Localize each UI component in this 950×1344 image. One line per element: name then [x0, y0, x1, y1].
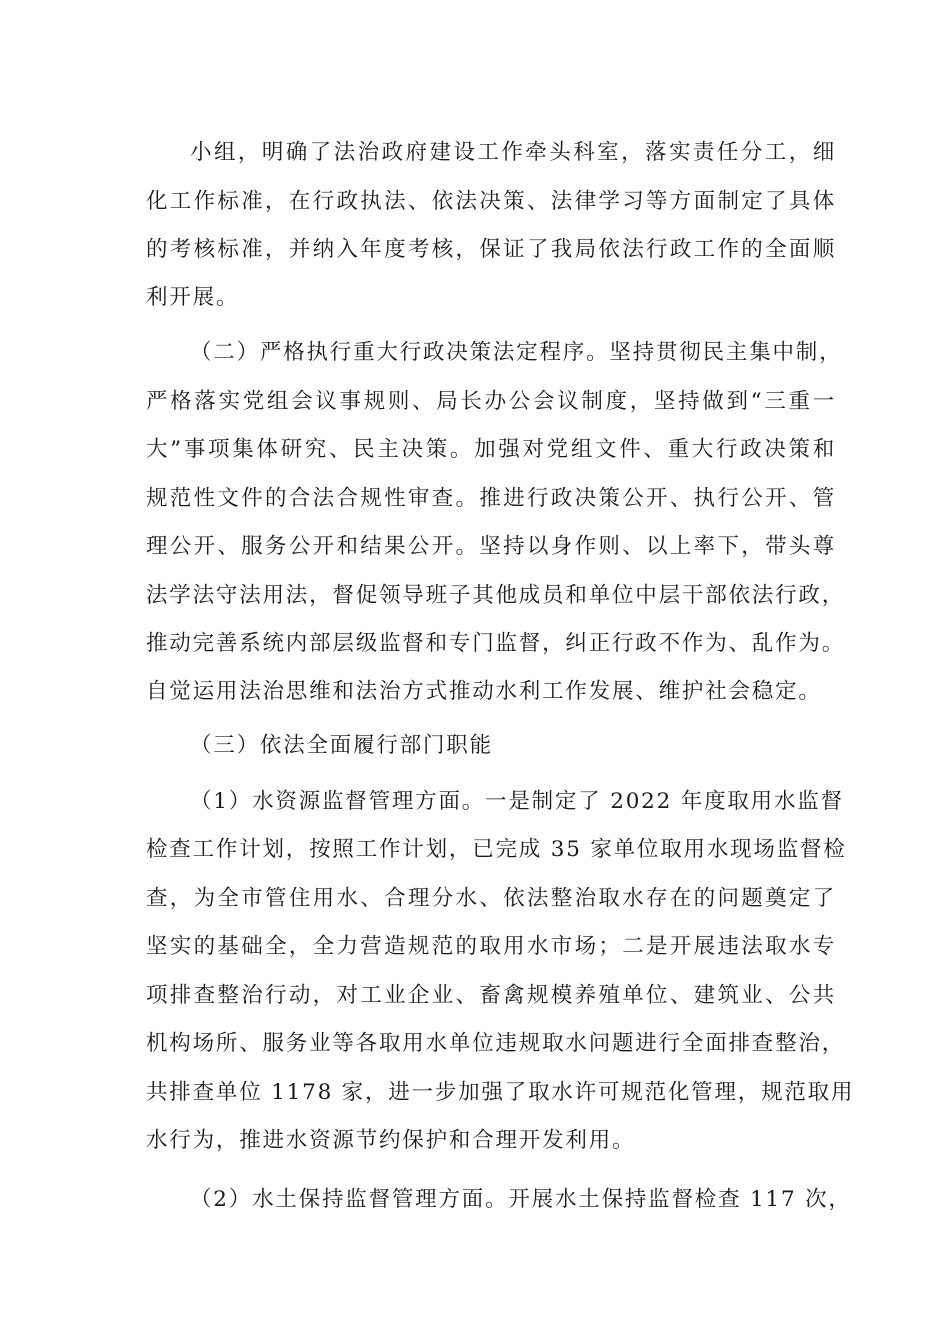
body-line: 项排查整治行动，对工业企业、畜禽规模养殖单位、建筑业、公共 — [146, 983, 836, 1008]
body-line: 推动完善系统内部层级监督和专门监督，纠正行政不作为、乱作为。 — [146, 631, 846, 656]
body-line: 水行为，推进水资源节约保护和合理开发利用。 — [146, 1128, 636, 1153]
section-heading-line: （二）严格执行重大行政决策法定程序。坚持贯彻民主集中制， — [190, 340, 843, 365]
body-line: 化工作标准，在行政执法、依法决策、法律学习等方面制定了具体 — [146, 189, 836, 214]
body-line: 法学法守法用法，督促领导班子其他成员和单位中层干部依法行政， — [146, 583, 846, 608]
section-heading: （三）依法全面履行部门职能 — [190, 733, 493, 758]
body-line: 自觉运用法治思维和法治方式推动水利工作发展、维护社会稳定。 — [146, 679, 822, 704]
body-line: 利开展。 — [146, 285, 240, 310]
body-line: 共排查单位 1178 家，进一步加强了取水许可规范化管理，规范取用 — [146, 1080, 855, 1105]
body-line: 机构场所、服务业等各取用水单位违规取水问题进行全面排查整治， — [146, 1031, 846, 1056]
body-line: 检查工作计划，按照工作计划，已完成 35 家单位取用水现场监督检 — [146, 837, 847, 862]
body-line: 规范性文件的合法合规性审查。推进行政决策公开、执行公开、管 — [146, 486, 836, 511]
body-line: 严格落实党组会议事规则、局长办公会议制度，坚持做到“三重一 — [146, 389, 836, 414]
body-line: 小组，明确了法治政府建设工作牵头科室，落实责任分工，细 — [190, 140, 836, 165]
body-line: 坚实的基础全，全力营造规范的取用水市场；二是开展违法取水专 — [146, 934, 836, 959]
body-line: 查，为全市管住用水、合理分水、依法整治取水存在的问题奠定了 — [146, 886, 836, 911]
body-line: 理公开、服务公开和结果公开。坚持以身作则、以上率下，带头尊 — [146, 534, 836, 559]
body-line: 的考核标准，并纳入年度考核，保证了我局依法行政工作的全面顺 — [146, 237, 836, 262]
subsection-line: （2）水土保持监督管理方面。开展水土保持监督检查 117 次， — [190, 1187, 852, 1212]
subsection-line: （1）水资源监督管理方面。一是制定了 2022 年度取用水监督 — [190, 789, 844, 814]
body-line: 大”事项集体研究、民主决策。加强对党组文件、重大行政决策和 — [146, 437, 836, 462]
